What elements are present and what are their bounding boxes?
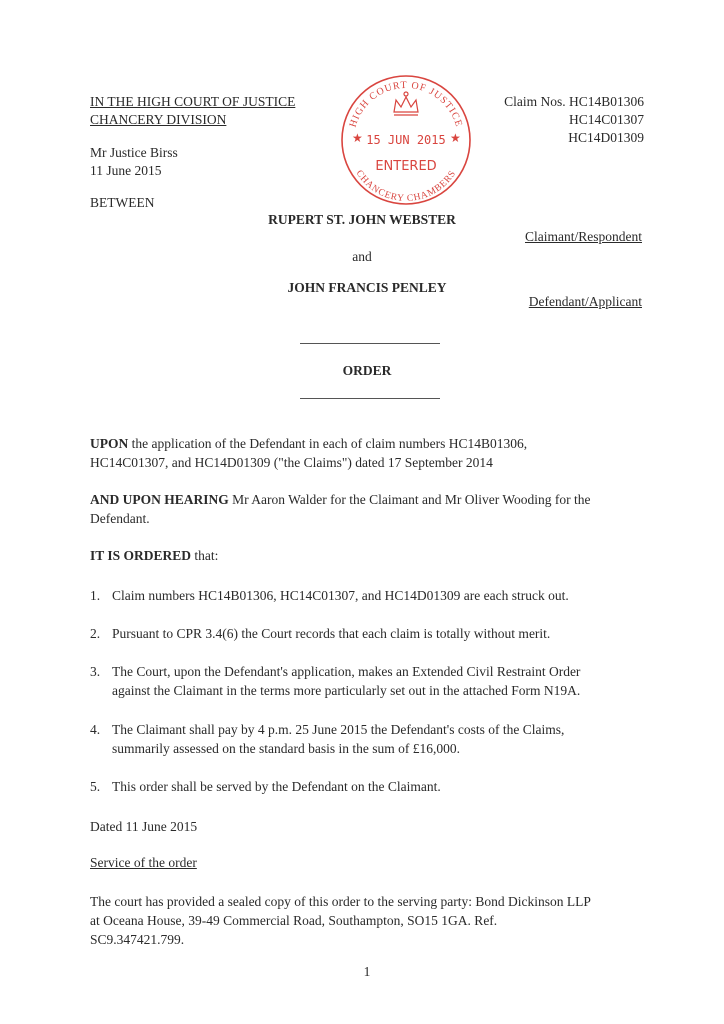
upon-paragraph-line2: HC14C01307, and HC14D01309 ("the Claims") dated 17 September 2014: [90, 455, 493, 470]
order-item-text: Claim numbers HC14B01306, HC14C01307, and HC14D01309 are each struck out.: [112, 588, 569, 603]
star-icon-right: ★: [450, 131, 461, 145]
stamp-status: ENTERED: [375, 159, 437, 174]
order-item-text: This order shall be served by the Defendant on the Claimant.: [112, 779, 441, 794]
court-name: IN THE HIGH COURT OF JUSTICE: [90, 94, 296, 109]
defendant-name: JOHN FRANCIS PENLEY: [287, 280, 447, 295]
ordered-text: that:: [191, 548, 219, 563]
order-item-number: 5.: [90, 779, 101, 794]
claim-number-2: HC14C01307: [568, 112, 644, 127]
claim-number-3: HC14D01309: [568, 130, 644, 145]
hearing-label: AND UPON HEARING: [90, 492, 229, 507]
claim-number-1: Claim Nos. HC14B01306: [504, 94, 644, 109]
upon-text: the application of the Defendant in each of claim numbers HC14B01306,: [128, 436, 528, 451]
order-item-number: 3.: [90, 664, 101, 679]
order-item-number: 4.: [90, 722, 101, 737]
hearing-paragraph: [90, 490, 591, 509]
claimant-name: RUPERT ST. JOHN WEBSTER: [268, 212, 456, 227]
page-number: 1: [363, 964, 371, 979]
and-label: and: [352, 249, 372, 264]
divider-bottom: [300, 398, 440, 399]
defendant-role: Defendant/Applicant: [528, 294, 642, 309]
dated-line: Dated 11 June 2015: [90, 819, 198, 834]
order-title: ORDER: [342, 363, 392, 378]
service-text-line3: SC9.347421.799.: [90, 932, 185, 947]
order-item-text-line2: against the Claimant in the terms more particularly set out in the attached Form N19A.: [112, 683, 581, 698]
upon-paragraph: [90, 434, 527, 453]
stamp-date: 15 JUN 2015: [366, 133, 446, 147]
crown-icon: [394, 92, 418, 115]
service-text-line2: at Oceana House, 39-49 Commercial Road, Southampton, SO15 1GA. Ref.: [90, 913, 498, 928]
hearing-date: 11 June 2015: [90, 163, 162, 178]
order-item-text: Pursuant to CPR 3.4(6) the Court records that each claim is totally without merit.: [112, 626, 551, 641]
court-seal-stamp: [332, 70, 480, 210]
order-item-text: The Court, upon the Defendant's application, makes an Extended Civil Restraint Order: [112, 664, 581, 679]
hearing-text: Mr Aaron Walder for the Claimant and Mr Oliver Wooding for the: [228, 492, 591, 507]
service-text-line1: The court has provided a sealed copy of this order to the serving party: Bond Dickinson LLP: [90, 894, 591, 909]
hearing-paragraph-line2: Defendant.: [90, 511, 150, 526]
order-item-text-line2: summarily assessed on the standard basis in the sum of £16,000.: [112, 741, 460, 756]
divider-top: [300, 343, 440, 344]
ordered-heading: [90, 546, 218, 565]
star-icon-left: ★: [352, 131, 363, 145]
stamp-top-text: HIGH COURT OF JUSTICE: [347, 79, 465, 129]
service-heading: Service of the order: [90, 855, 197, 870]
ordered-label: IT IS ORDERED: [90, 548, 192, 563]
judge-name: Mr Justice Birss: [90, 145, 178, 160]
order-item-number: 1.: [90, 588, 101, 603]
claimant-role: Claimant/Respondent: [525, 229, 642, 244]
order-item-number: 2.: [90, 626, 101, 641]
stamp-bottom-text: CHANCERY CHAMBERS: [353, 168, 459, 204]
upon-label: UPON: [90, 436, 129, 451]
court-division: CHANCERY DIVISION: [90, 112, 227, 127]
between-label: BETWEEN: [90, 195, 155, 210]
order-item-text: The Claimant shall pay by 4 p.m. 25 June 2015 the Defendant's costs of the Claims,: [112, 722, 565, 737]
